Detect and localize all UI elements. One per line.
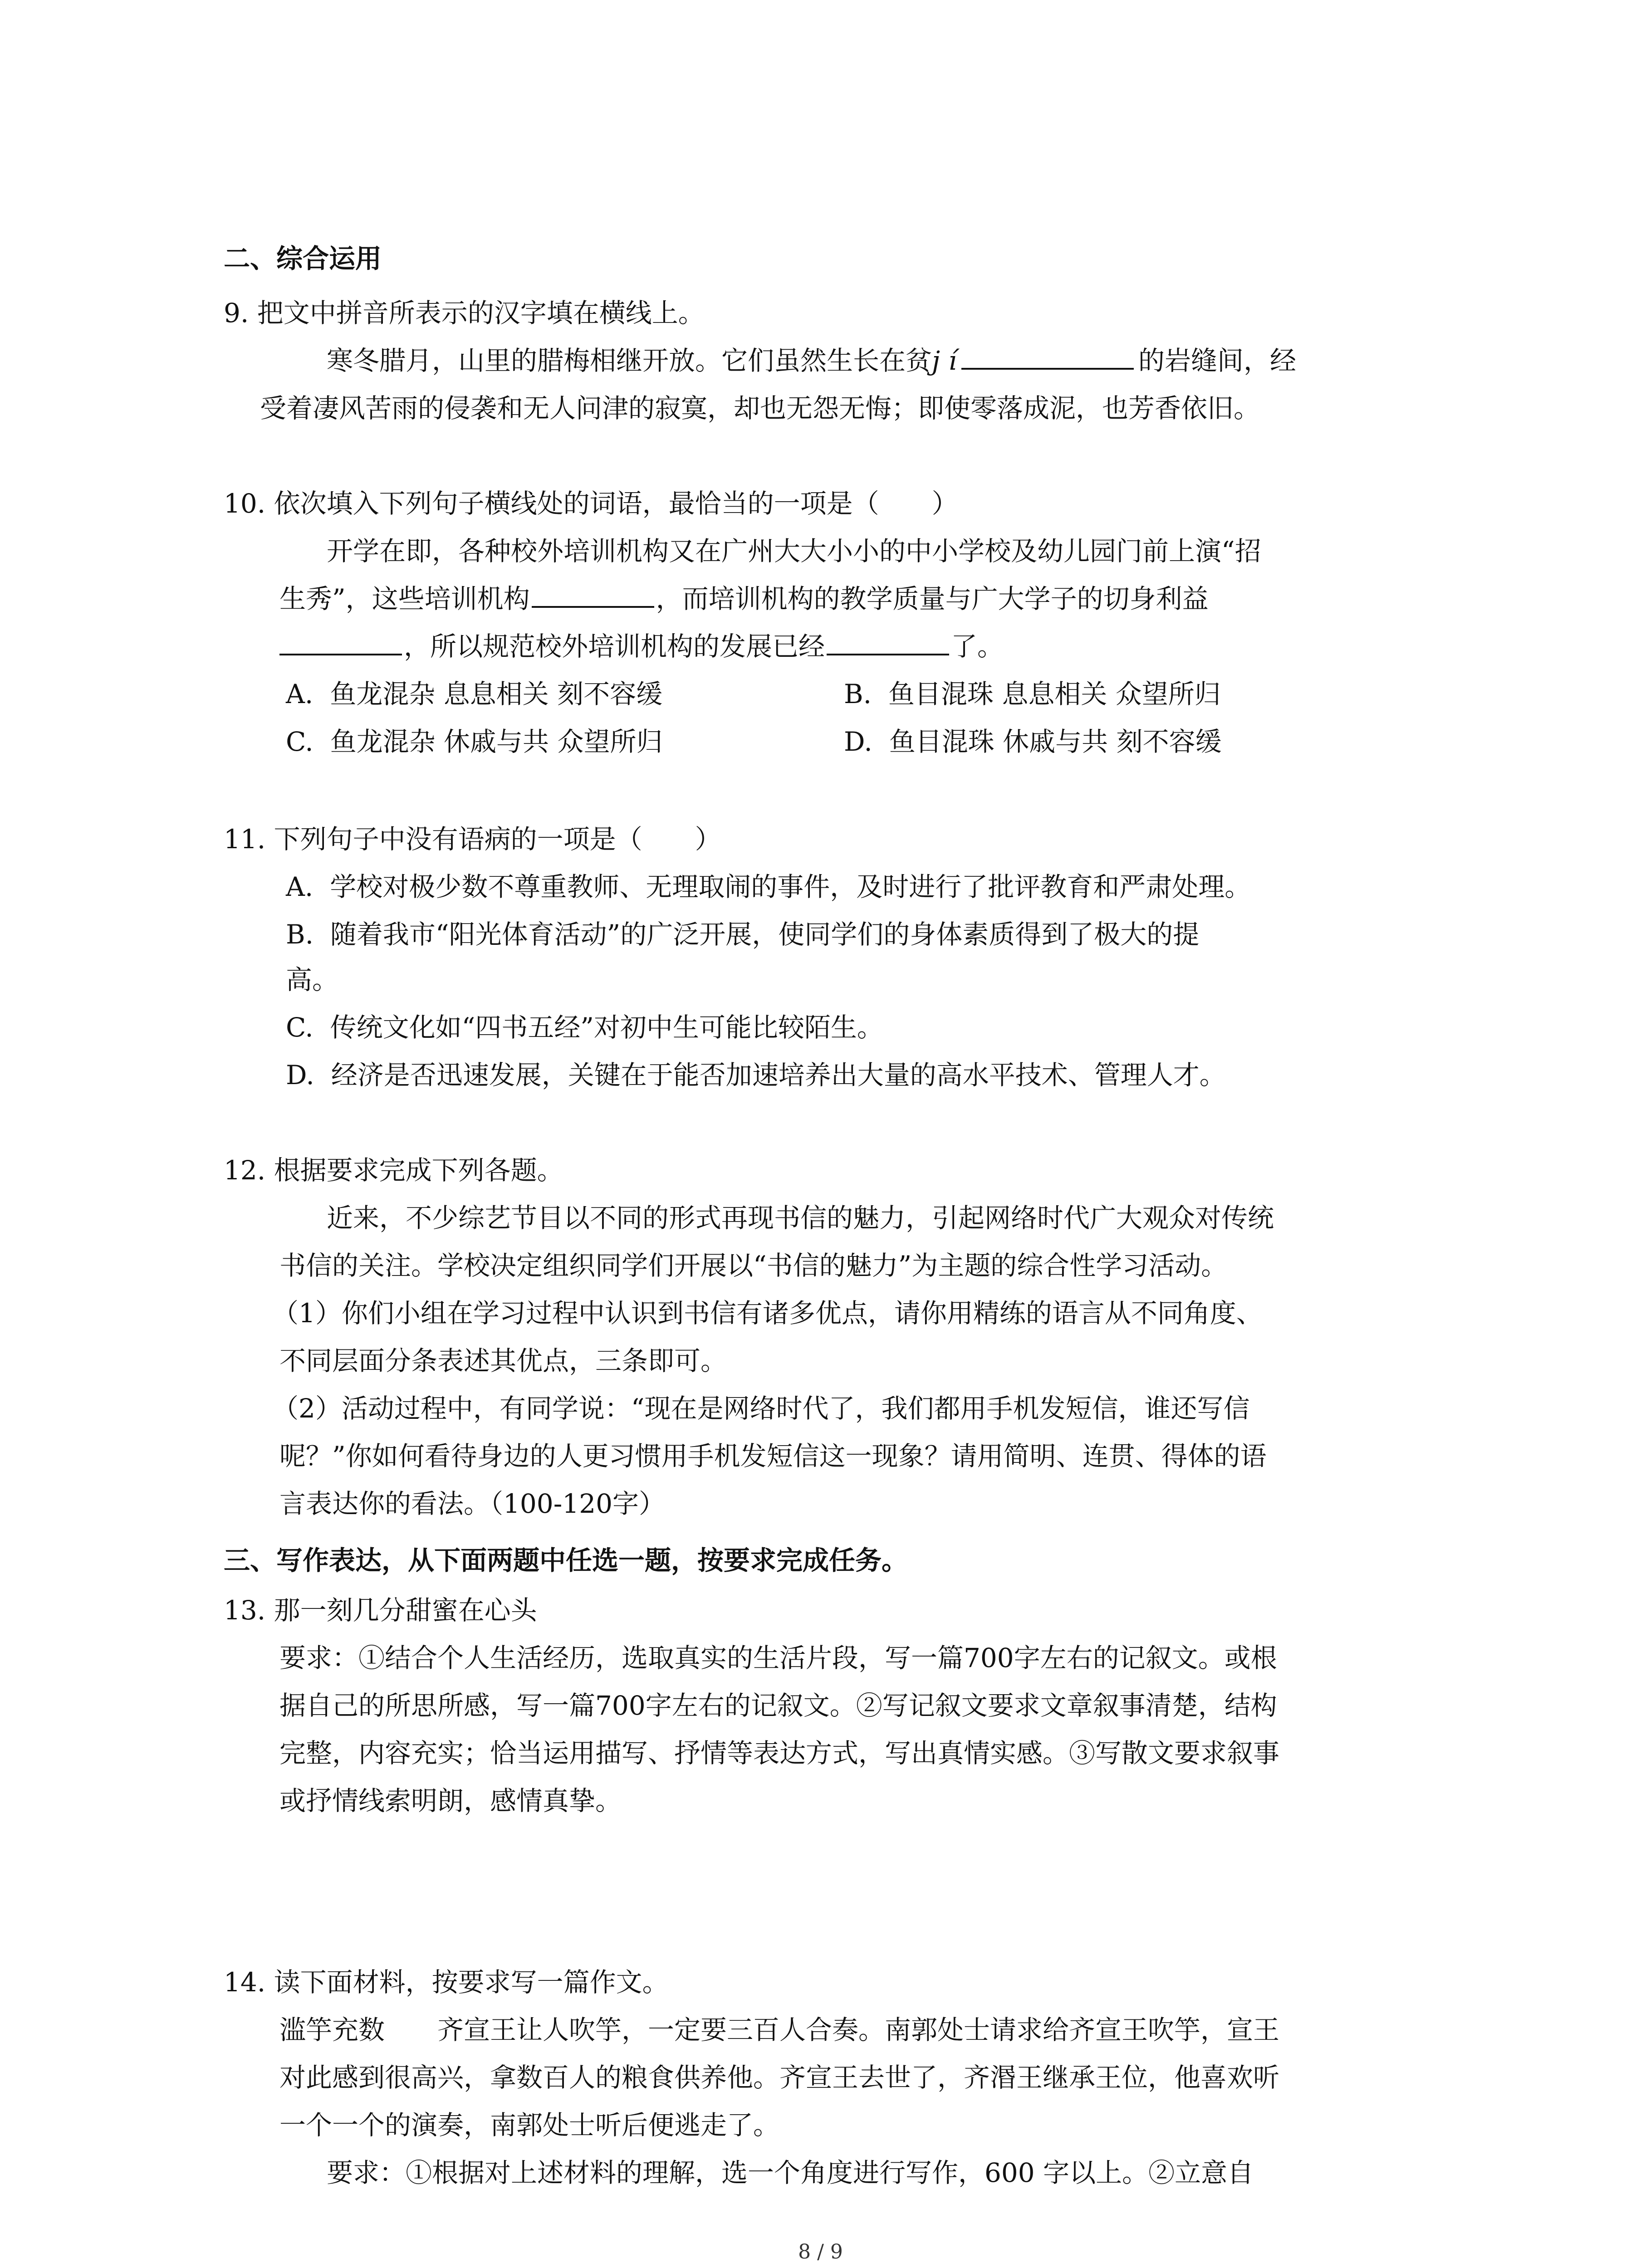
q14-material-line-1: 滥竽充数 齐宣王让人吹竽，一定要三百人合奏。南郭处士请求给齐宣王吹竽，宣王	[279, 2014, 1280, 2045]
q12-subquestion-1-line-1: （1）你们小组在学习过程中认识到书信有诸多优点，请你用精练的语言从不同角度、	[272, 1298, 1263, 1329]
q9-passage-line-2: 受着凄风苦雨的侵袭和无人问津的寂寞，却也无怨无悔；即使零落成泥，也芳香依旧。	[260, 393, 1260, 424]
q10-text-b: ，而培训机构的教学质量与广大学子的切身利益	[656, 583, 1209, 614]
q14-requirement-line-1: 要求：①根据对上述材料的理解，选一个角度进行写作，600 字以上。②立意自	[327, 2157, 1254, 2188]
section-3-title: 三、写作表达，从下面两题中任选一题，按要求完成任务。	[224, 1545, 908, 1576]
q12-subquestion-2-line-3: 言表达你的看法。（100-120字）	[279, 1488, 666, 1519]
q13-requirement-line-4: 或抒情线索明朗，感情真挚。	[279, 1785, 622, 1816]
q10-text-a: 生秀”，这些培训机构	[279, 583, 530, 614]
q14-material-line-2: 对此感到很高兴，拿数百人的粮食供养他。齐宣王去世了，齐湣王继承王位，他喜欢听	[279, 2062, 1280, 2093]
q10-blank-1[interactable]	[532, 588, 654, 608]
q13-requirement-line-3: 完整，内容充实；恰当运用描写、抒情等表达方式，写出真情实感。③写散文要求叙事	[279, 1738, 1280, 1769]
q10-blank-3[interactable]	[827, 635, 949, 655]
q9-pinyin: j í	[932, 345, 957, 376]
q9-stem: 9. 把文中拼音所表示的汉字填在横线上。	[224, 298, 705, 328]
q10-passage-line-1: 开学在即，各种校外培训机构又在广州大大小小的中小学校及幼儿园门前上演“招	[327, 536, 1261, 567]
q11-option-d[interactable]: D. 经济是否迅速发展，关键在于能否加速培养出大量的高水平技术、管理人才。	[286, 1060, 1226, 1090]
q10-blank-2[interactable]	[279, 635, 402, 655]
q12-stem: 12. 根据要求完成下列各题。	[224, 1155, 563, 1186]
q11-stem: 11. 下列句子中没有语病的一项是（ ）	[224, 824, 721, 855]
q11-option-c[interactable]: C. 传统文化如“四书五经”对初中生可能比较陌生。	[286, 1012, 883, 1043]
q11-option-b-line-2[interactable]: 高。	[286, 964, 339, 995]
q12-passage-line-1: 近来，不少综艺节目以不同的形式再现书信的魅力，引起网络时代广大观众对传统	[327, 1202, 1274, 1233]
q13-stem: 13. 那一刻几分甜蜜在心头	[224, 1595, 537, 1626]
q12-subquestion-1-line-2: 不同层面分条表述其优点，三条即可。	[279, 1345, 727, 1376]
q10-passage-line-2	[279, 576, 1209, 621]
q10-option-b[interactable]: B. 鱼目混珠 息息相关 众望所归	[844, 679, 1221, 709]
q10-passage-line-3	[279, 624, 1004, 669]
q9-passage-line-1	[327, 338, 1296, 383]
page-number: 8 / 9	[798, 2240, 843, 2263]
q14-stem: 14. 读下面材料，按要求写一篇作文。	[224, 1967, 669, 1998]
q10-option-c[interactable]: C. 鱼龙混杂 休戚与共 众望所归	[286, 726, 663, 757]
q10-option-d[interactable]: D. 鱼目混珠 休戚与共 刻不容缓	[844, 726, 1222, 757]
q10-option-a[interactable]: A. 鱼龙混杂 息息相关 刻不容缓	[286, 679, 663, 709]
q10-text-d: 了。	[951, 631, 1004, 662]
q13-requirement-line-1: 要求：①结合个人生活经历，选取真实的生活片段，写一篇700字左右的记叙文。或根	[279, 1642, 1277, 1673]
q11-option-a[interactable]: A. 学校对极少数不尊重教师、无理取闹的事件，及时进行了批评教育和严肃处理。	[286, 871, 1251, 902]
q12-subquestion-2-line-1: （2）活动过程中，有同学说：“现在是网络时代了，我们都用手机发短信，谁还写信	[272, 1393, 1250, 1424]
q9-text-post: 的岩缝间，经	[1138, 345, 1297, 376]
q10-text-c: ，所以规范校外培训机构的发展已经	[404, 631, 825, 662]
q14-material-line-3: 一个一个的演奏，南郭处士听后便逃走了。	[279, 2110, 780, 2141]
q9-text-pre: 寒冬腊月，山里的腊梅相继开放。它们虽然生长在贫	[327, 345, 932, 376]
q13-requirement-line-2: 据自己的所思所感，写一篇700字左右的记叙文。②写记叙文要求文章叙事清楚，结构	[279, 1690, 1277, 1721]
q11-option-b-line-1[interactable]: B. 随着我市“阳光体育活动”的广泛开展，使同学们的身体素质得到了极大的提	[286, 919, 1200, 950]
q9-answer-blank[interactable]	[961, 350, 1134, 370]
q12-subquestion-2-line-2: 呢？”你如何看待身边的人更习惯用手机发短信这一现象？请用简明、连贯、得体的语	[279, 1441, 1267, 1471]
q12-passage-line-2: 书信的关注。学校决定组织同学们开展以“书信的魅力”为主题的综合性学习活动。	[279, 1250, 1228, 1281]
q10-stem: 10. 依次填入下列句子横线处的词语，最恰当的一项是（ ）	[224, 488, 958, 519]
section-2-title: 二、综合运用	[224, 243, 382, 274]
